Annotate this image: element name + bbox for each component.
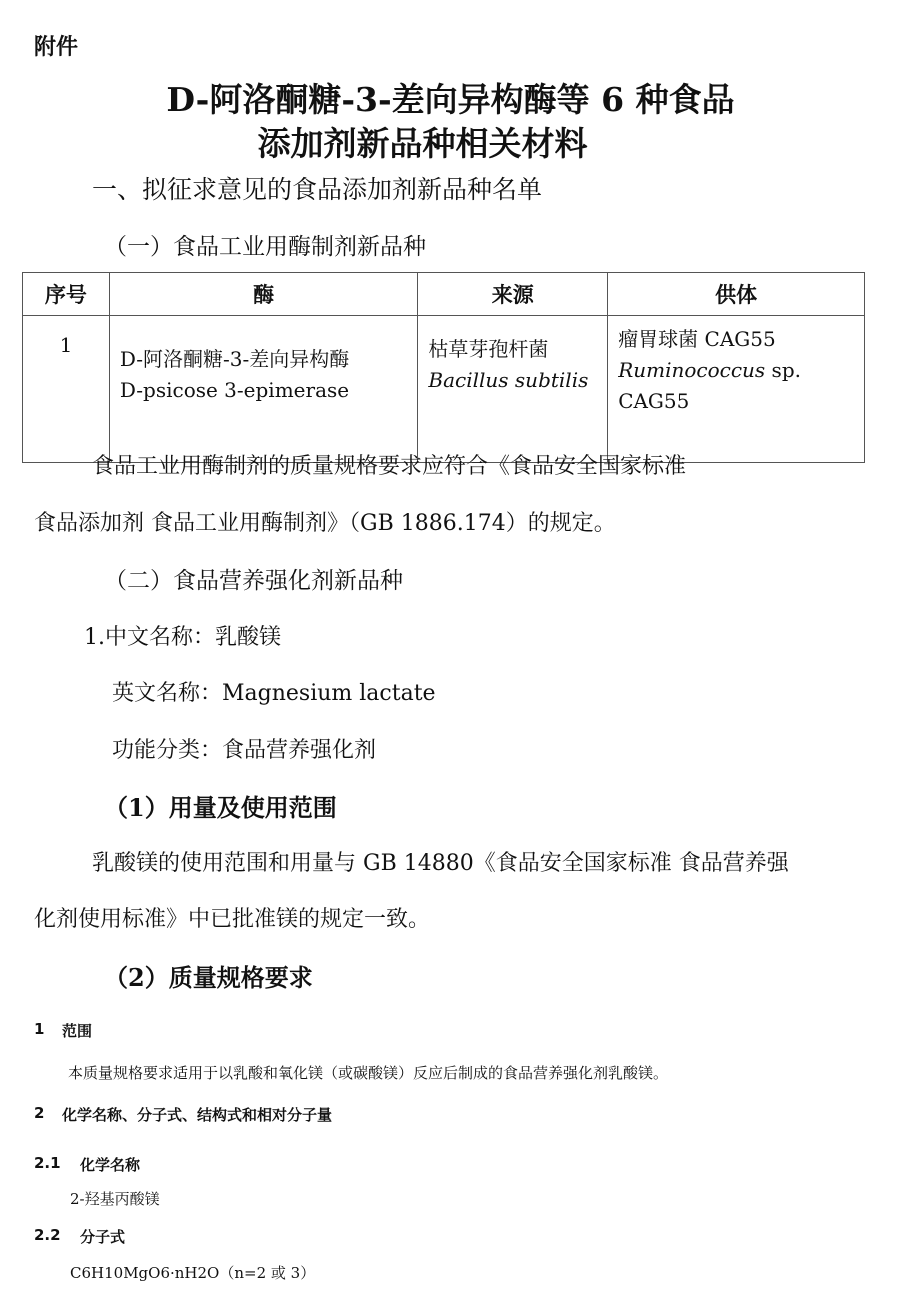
source-latin: Bacillus subtilis: [428, 368, 589, 392]
usage-heading: （1）用量及使用范围: [104, 793, 337, 822]
donor-latin: Ruminococcus: [618, 358, 766, 382]
header-enzyme: 酶: [109, 273, 418, 316]
cell-no: 1: [23, 316, 110, 463]
spec-2-number: 2: [34, 1104, 45, 1122]
enzyme-note-line1: 食品工业用酶制剂的质量规格要求应符合《食品安全国家标准: [92, 454, 687, 479]
subsection1-heading: （一）食品工业用酶制剂新品种: [104, 234, 426, 260]
cell-donor: [608, 316, 865, 463]
table-header-row: [23, 273, 865, 316]
table-row: [23, 316, 865, 463]
cell-enzyme: [109, 316, 418, 463]
document-title-line2: 添加剂新品种相关材料: [257, 124, 588, 163]
enzyme-table: [22, 272, 865, 463]
enzyme-en: D-psicose 3-epimerase: [119, 378, 350, 402]
document-title-line1: D-阿洛酮糖-3-差向异构酶等 6 种食品: [166, 80, 735, 119]
usage-text-line1: 乳酸镁的使用范围和用量与 GB 14880《食品安全国家标准 食品营养强: [92, 851, 789, 876]
spec-1-text: 本质量规格要求适用于以乳酸和氧化镁（或碳酸镁）反应后制成的食品营养强化剂乳酸镁。: [68, 1064, 669, 1082]
spec-1-title: 范围: [62, 1022, 93, 1040]
donor-sp: sp.: [765, 358, 801, 382]
header-donor: 供体: [608, 273, 865, 316]
spec-2-1-text: 2-羟基丙酸镁: [70, 1190, 160, 1208]
donor-cn: 瘤胃球菌 CAG55: [618, 327, 776, 351]
enzyme-note-line2: 食品添加剂 食品工业用酶制剂》（GB 1886.174）的规定。: [34, 511, 616, 536]
spec-2-1-number: 2.1: [34, 1154, 61, 1172]
cell-source: [418, 316, 608, 463]
molecular-formula: C6H10MgO6·nH2O（n=2 或 3）: [70, 1264, 316, 1282]
quality-heading: （2）质量规格要求: [104, 963, 313, 992]
spec-2-title: 化学名称、分子式、结构式和相对分子量: [62, 1106, 333, 1124]
spec-2-2-title: 分子式: [80, 1228, 126, 1246]
item1-cn-name: 1.中文名称：乳酸镁: [84, 625, 281, 650]
enzyme-cn: D-阿洛酮糖-3-差向异构酶: [119, 347, 350, 371]
section1-heading: 一、拟征求意见的食品添加剂新品种名单: [92, 175, 543, 204]
spec-1-number: 1: [34, 1020, 45, 1038]
donor-latin-line: [618, 355, 854, 386]
spec-2-1-title: 化学名称: [80, 1156, 141, 1174]
header-no: 序号: [23, 273, 110, 316]
item1-function: 功能分类：食品营养强化剂: [112, 738, 377, 763]
usage-text-line2: 化剂使用标准》中已批准镁的规定一致。: [34, 907, 431, 932]
source-cn: 枯草芽孢杆菌: [428, 337, 549, 361]
spec-2-2-number: 2.2: [34, 1226, 61, 1244]
subsection2-heading: （二）食品营养强化剂新品种: [104, 568, 403, 594]
header-source: 来源: [418, 273, 608, 316]
attachment-label: 附件: [34, 35, 79, 60]
item1-en-name: 英文名称：Magnesium lactate: [112, 681, 436, 706]
donor-strain: CAG55: [618, 389, 690, 413]
